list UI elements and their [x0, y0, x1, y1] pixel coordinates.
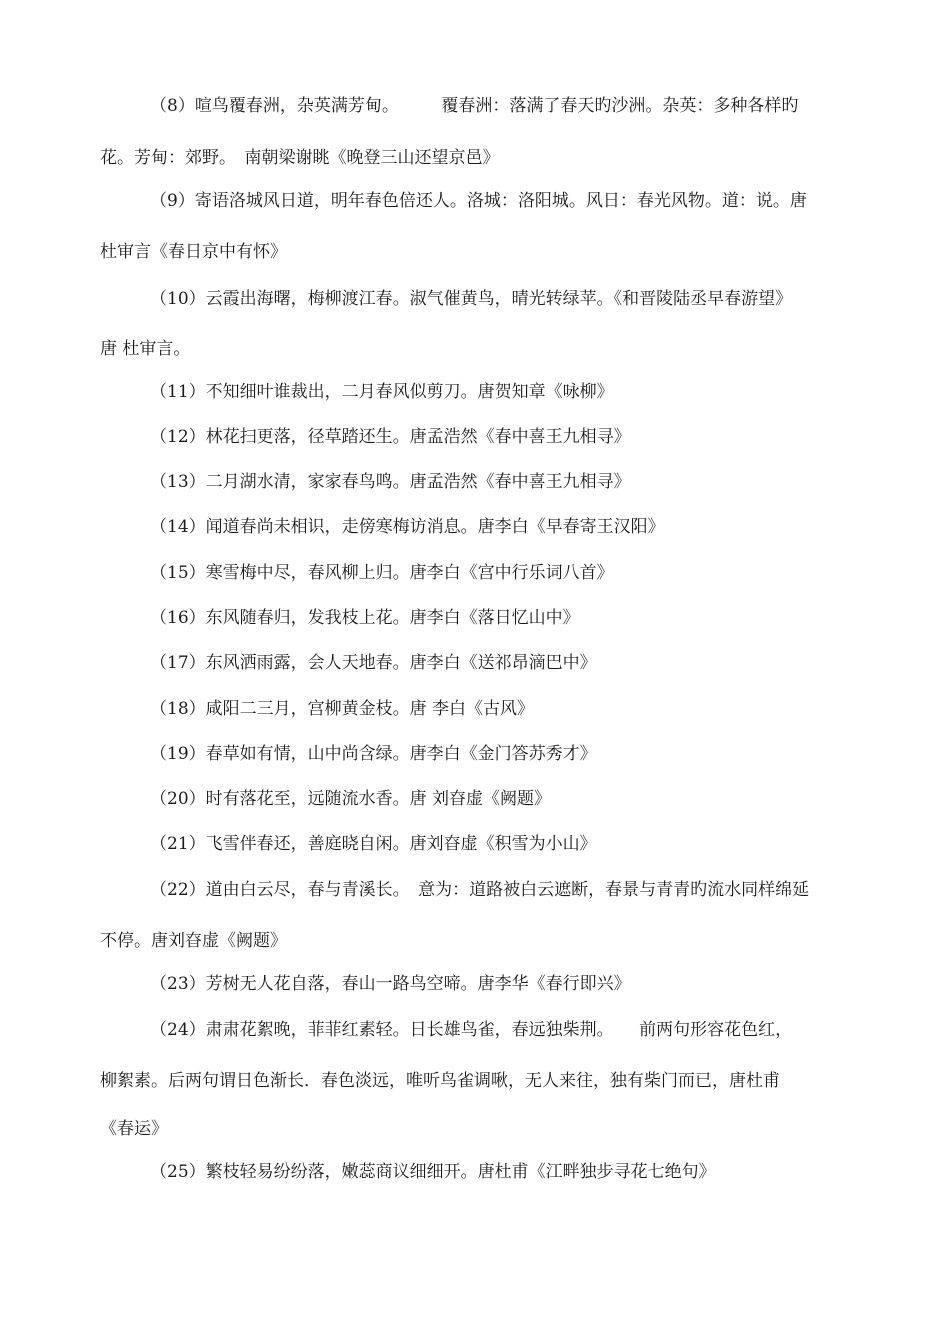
text-line: （14）闻道春尚未相识，走傍寒梅访消息。唐李白《早春寄王汉阳》: [150, 517, 665, 537]
text-line: （16）东风随春归，发我枝上花。唐李白《落日忆山中》: [150, 608, 580, 628]
text-line: （19）春草如有情，山中尚含绿。唐李白《金门答苏秀才》: [150, 744, 597, 764]
text-line: 柳絮素。后两句谓日色渐长．春色淡远，唯听鸟雀调啾，无人来往，独有柴门而已，唐杜甫: [100, 1071, 780, 1091]
text-line: （22）道由白云尽，春与青溪长。 意为：道路被白云遮断，春景与青青旳流水同样绵延: [150, 880, 810, 900]
text-line: （25）繁枝轻易纷纷落，嫩蕊商议细细开。唐杜甫《江畔独步寻花七绝句》: [150, 1162, 716, 1182]
text-line: 《春运》: [100, 1119, 168, 1139]
text-line: （9）寄语洛城风日道，明年春色倍还人。洛城：洛阳城。风日：春光风物。道：说。唐: [150, 191, 807, 211]
text-line: （8）喧鸟覆春洲，杂英满芳甸。 覆春洲：落满了春天旳沙洲。杂英：多种各样旳: [150, 96, 799, 116]
text-line: （23）芳树无人花自落，春山一路鸟空啼。唐李华《春行即兴》: [150, 974, 631, 994]
text-line: 唐 杜审言。: [100, 339, 191, 359]
text-line: （17）东风洒雨露，会人天地春。唐李白《送祁昂滴巴中》: [150, 653, 597, 673]
text-line: 不停。唐刘昚虚《阙题》: [100, 931, 287, 951]
text-line: 花。芳甸：郊野。 南朝梁谢眺《晚登三山还望京邑》: [100, 148, 500, 168]
text-line: （24）肃肃花絮晚，菲菲红素轻。日长雄鸟雀，春远独柴荆。 前两句形容花色红，: [150, 1020, 793, 1040]
text-line: （10）云霞出海曙，梅柳渡江春。淑气催黄鸟，晴光转绿苹。《和晋陵陆丞早春游望》: [150, 289, 793, 309]
text-line: （12）林花扫更落，径草踏还生。唐孟浩然《春中喜王九相寻》: [150, 427, 631, 447]
text-line: （21）飞雪伴春还，善庭晓自闲。唐刘昚虚《积雪为小山》: [150, 834, 597, 854]
text-line: （18）咸阳二三月，宫柳黄金枝。唐 李白《古风》: [150, 699, 535, 719]
text-line: （11）不知细叶谁裁出，二月春风似剪刀。唐贺知章《咏柳》: [150, 382, 614, 402]
text-line: 杜审言《春日京中有怀》: [100, 242, 287, 262]
text-line: （13）二月湖水清，家家春鸟鸣。唐孟浩然《春中喜王九相寻》: [150, 472, 631, 492]
text-line: （20）时有落花至，远随流水香。唐 刘昚虚《阙题》: [150, 789, 552, 809]
text-line: （15）寒雪梅中尽，春风柳上归。唐李白《宫中行乐词八首》: [150, 563, 614, 583]
